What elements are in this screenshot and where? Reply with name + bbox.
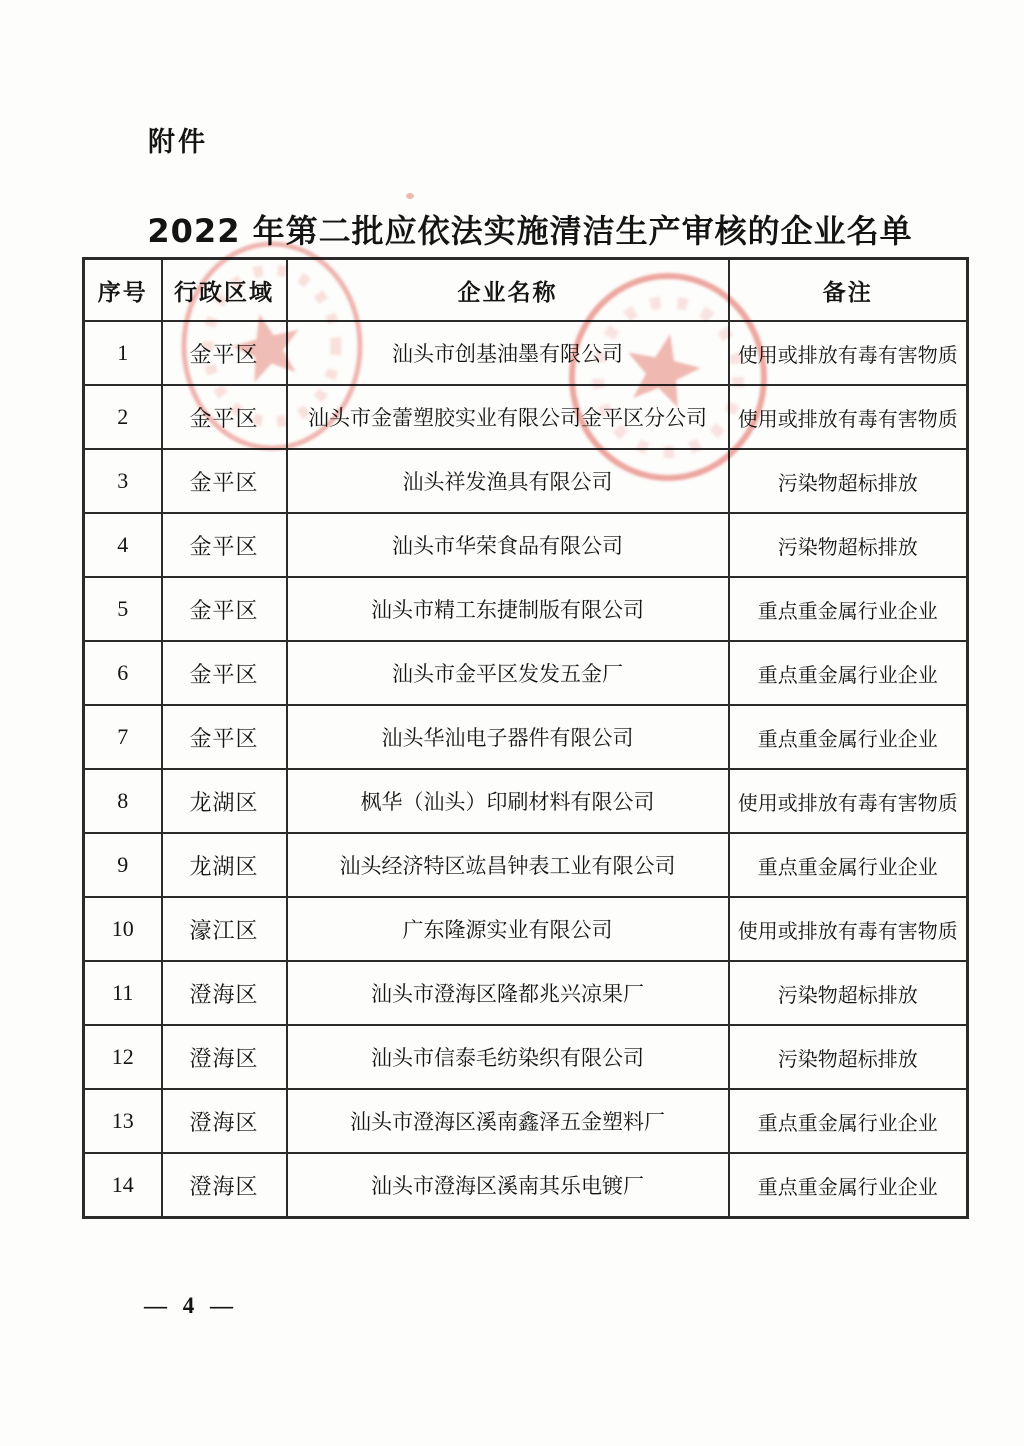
cell-remark: 使用或排放有毒有害物质	[729, 897, 968, 961]
cell-no: 11	[84, 961, 162, 1025]
table-row	[84, 1153, 968, 1218]
cell-company: 汕头市信泰毛纺染织有限公司	[287, 1025, 729, 1089]
cell-company: 汕头市澄海区溪南其乐电镀厂	[287, 1153, 729, 1218]
col-header-remark: 备注	[729, 259, 968, 322]
cell-district: 金平区	[162, 513, 287, 577]
cell-remark: 重点重金属行业企业	[729, 1153, 968, 1218]
cell-remark: 污染物超标排放	[729, 961, 968, 1025]
cell-remark: 污染物超标排放	[729, 449, 968, 513]
table-row	[84, 385, 968, 449]
cell-district: 澄海区	[162, 1025, 287, 1089]
col-header-district: 行政区域	[162, 259, 287, 322]
table-row	[84, 897, 968, 961]
cell-no: 4	[84, 513, 162, 577]
col-header-company: 企业名称	[287, 259, 729, 322]
cell-district: 澄海区	[162, 1089, 287, 1153]
stamp-speck	[406, 193, 414, 199]
cell-company: 枫华（汕头）印刷材料有限公司	[287, 769, 729, 833]
cell-remark: 重点重金属行业企业	[729, 833, 968, 897]
cell-remark: 使用或排放有毒有害物质	[729, 769, 968, 833]
cell-company: 汕头市澄海区隆都兆兴凉果厂	[287, 961, 729, 1025]
cell-no: 8	[84, 769, 162, 833]
table-row	[84, 641, 968, 705]
cell-remark: 使用或排放有毒有害物质	[729, 321, 968, 385]
table-row	[84, 321, 968, 385]
cell-company: 汕头市华荣食品有限公司	[287, 513, 729, 577]
page-number: — 4 —	[144, 1293, 238, 1318]
cell-district: 金平区	[162, 449, 287, 513]
cell-district: 龙湖区	[162, 769, 287, 833]
enterprise-table	[82, 257, 969, 1219]
cell-company: 汕头市创基油墨有限公司	[287, 321, 729, 385]
cell-remark: 重点重金属行业企业	[729, 641, 968, 705]
cell-no: 3	[84, 449, 162, 513]
cell-district: 金平区	[162, 705, 287, 769]
cell-district: 澄海区	[162, 961, 287, 1025]
cell-district: 金平区	[162, 321, 287, 385]
cell-no: 2	[84, 385, 162, 449]
table-header-row	[84, 259, 968, 322]
cell-no: 10	[84, 897, 162, 961]
cell-district: 龙湖区	[162, 833, 287, 897]
cell-remark: 重点重金属行业企业	[729, 1089, 968, 1153]
table-row	[84, 769, 968, 833]
attachment-label: 附件	[148, 127, 208, 158]
cell-no: 12	[84, 1025, 162, 1089]
cell-no: 7	[84, 705, 162, 769]
cell-district: 金平区	[162, 385, 287, 449]
cell-district: 金平区	[162, 641, 287, 705]
cell-no: 6	[84, 641, 162, 705]
table-row	[84, 1025, 968, 1089]
cell-district: 金平区	[162, 577, 287, 641]
table-row	[84, 513, 968, 577]
cell-district: 濠江区	[162, 897, 287, 961]
cell-remark: 使用或排放有毒有害物质	[729, 385, 968, 449]
cell-no: 5	[84, 577, 162, 641]
cell-no: 14	[84, 1153, 162, 1218]
table-row	[84, 705, 968, 769]
table-row	[84, 833, 968, 897]
cell-company: 汕头经济特区竑昌钟表工业有限公司	[287, 833, 729, 897]
cell-company: 汕头市澄海区溪南鑫泽五金塑料厂	[287, 1089, 729, 1153]
cell-no: 13	[84, 1089, 162, 1153]
cell-remark: 污染物超标排放	[729, 513, 968, 577]
col-header-no: 序号	[84, 259, 162, 322]
cell-company: 汕头市精工东捷制版有限公司	[287, 577, 729, 641]
page-title: 2022 年第二批应依法实施清洁生产审核的企业名单	[147, 212, 913, 250]
table-row	[84, 449, 968, 513]
cell-no: 9	[84, 833, 162, 897]
cell-no: 1	[84, 321, 162, 385]
cell-remark: 重点重金属行业企业	[729, 577, 968, 641]
cell-company: 汕头市金平区发发五金厂	[287, 641, 729, 705]
cell-district: 澄海区	[162, 1153, 287, 1218]
cell-company: 汕头祥发渔具有限公司	[287, 449, 729, 513]
cell-company: 汕头市金蕾塑胶实业有限公司金平区分公司	[287, 385, 729, 449]
cell-company: 汕头华汕电子器件有限公司	[287, 705, 729, 769]
cell-remark: 重点重金属行业企业	[729, 705, 968, 769]
table-row	[84, 577, 968, 641]
table-row	[84, 1089, 968, 1153]
table-row	[84, 961, 968, 1025]
cell-remark: 污染物超标排放	[729, 1025, 968, 1089]
cell-company: 广东隆源实业有限公司	[287, 897, 729, 961]
